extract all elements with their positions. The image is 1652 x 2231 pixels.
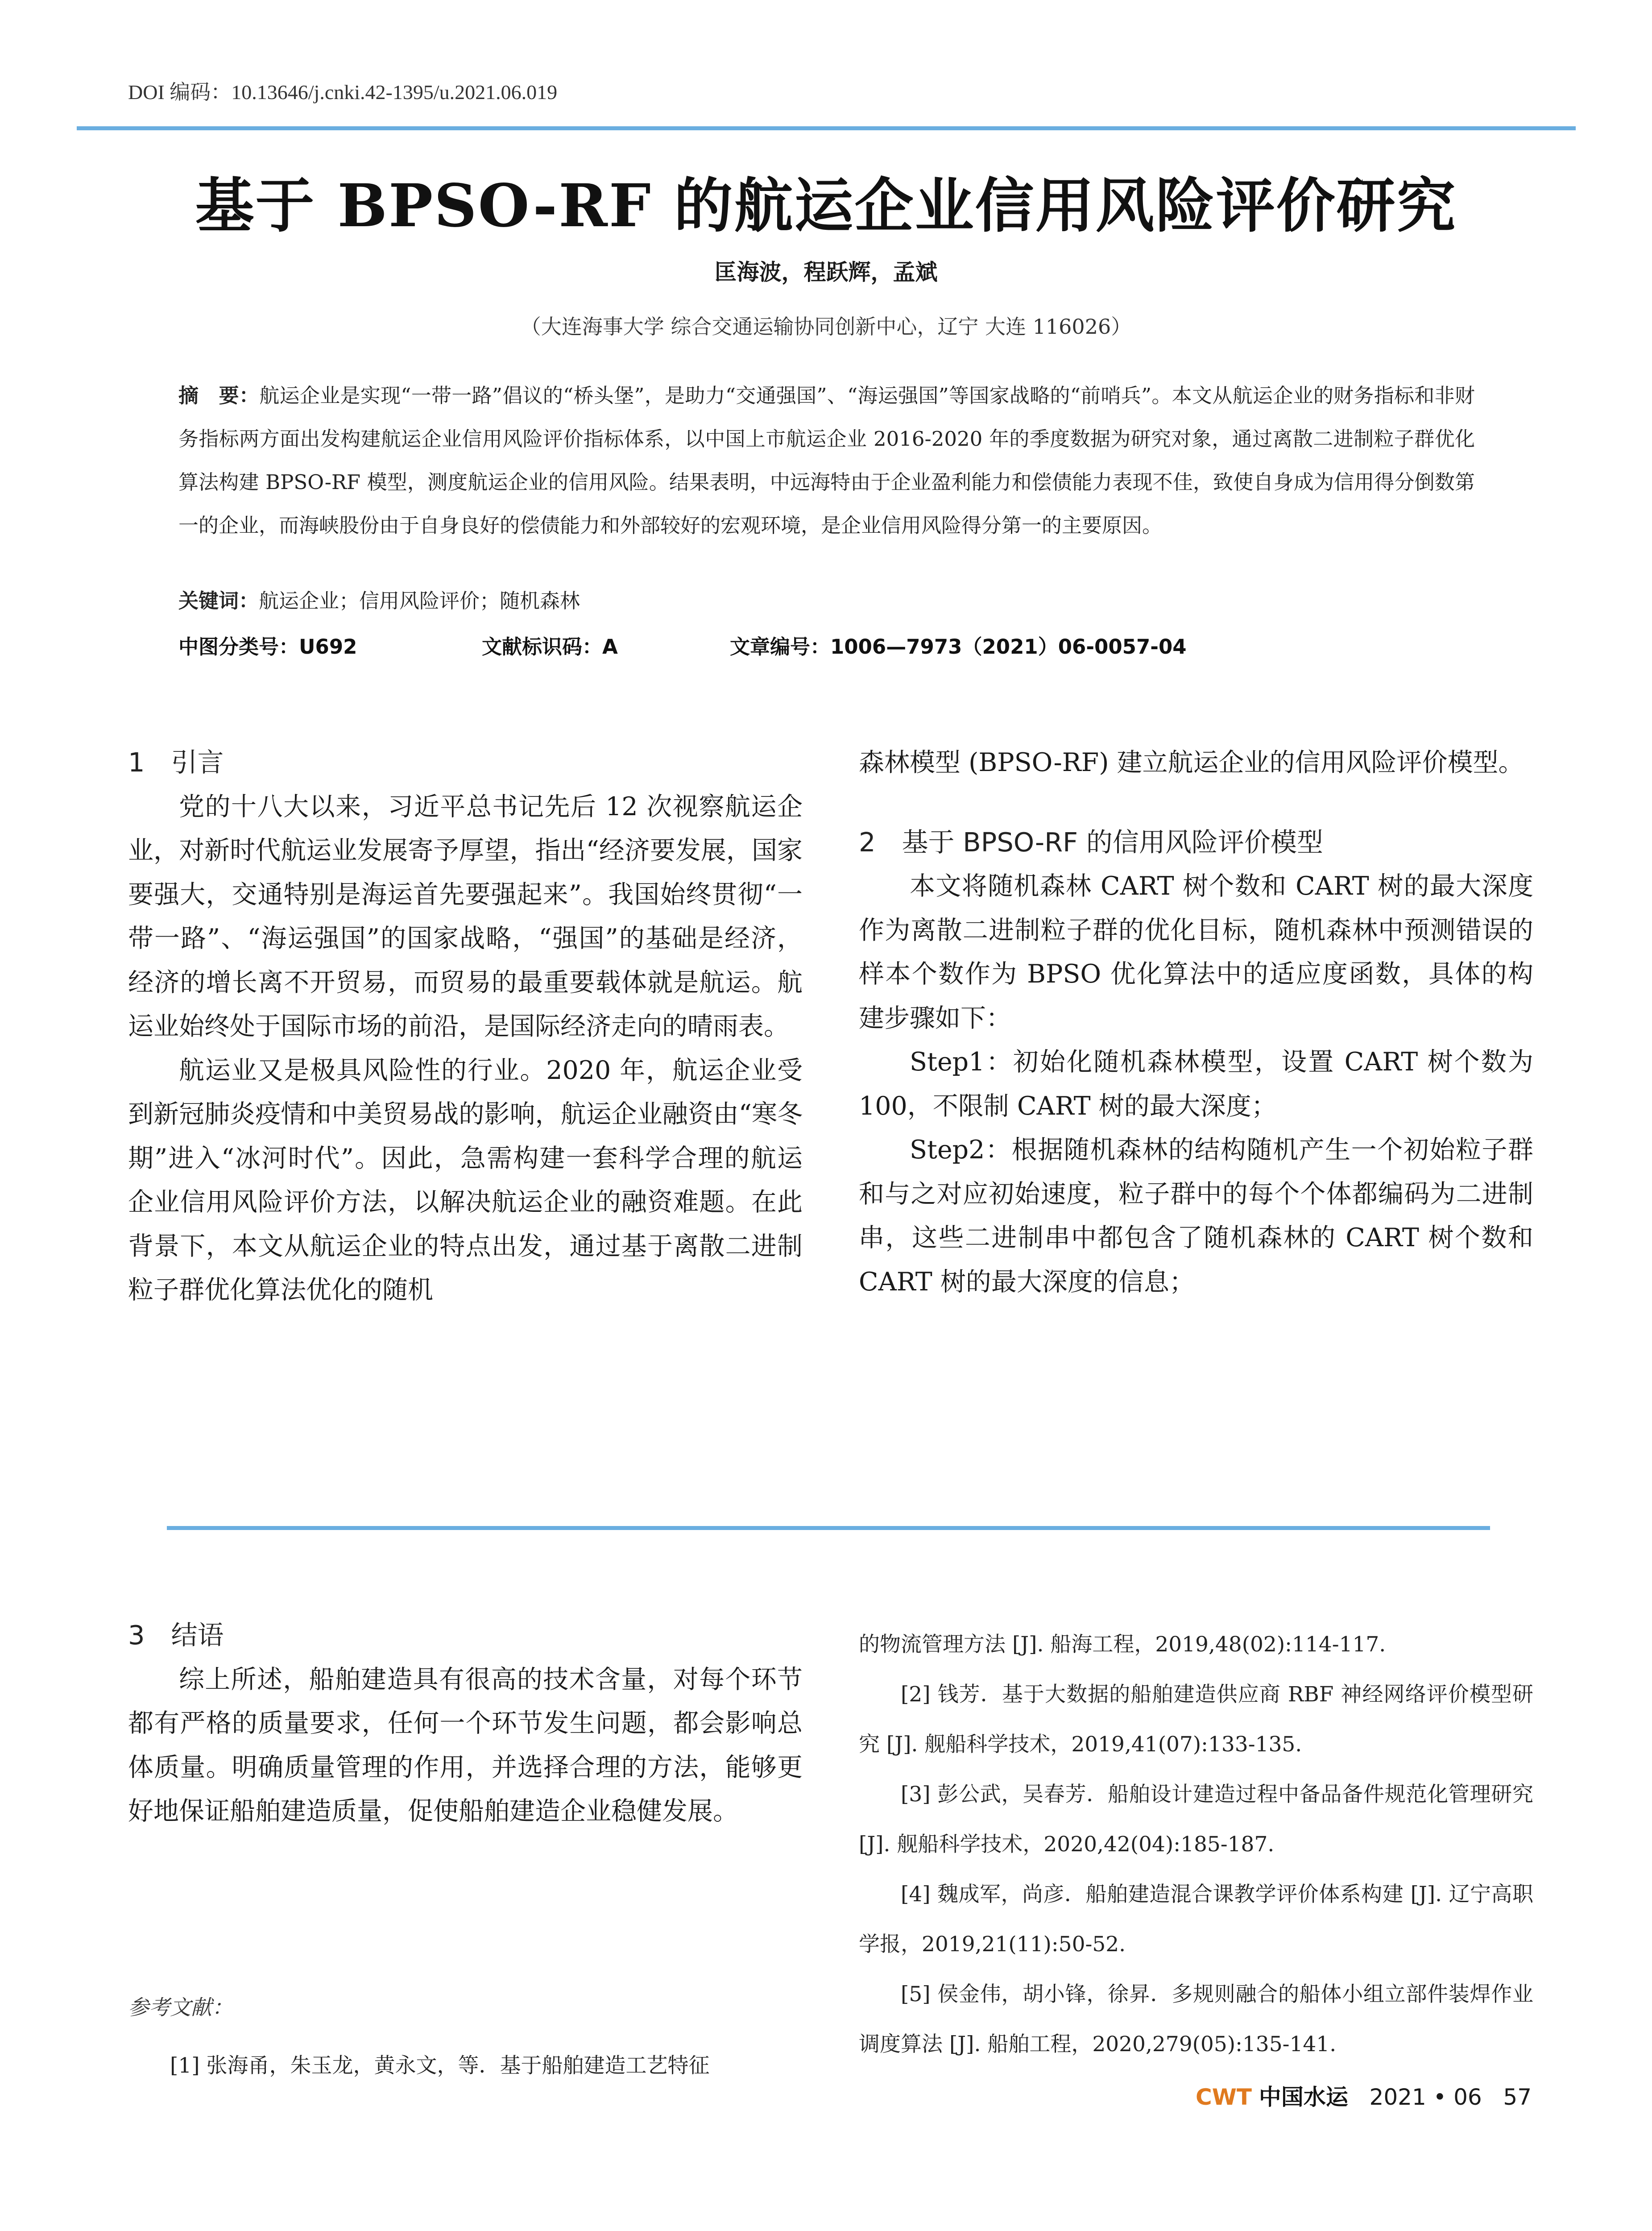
article-title: 基于 BPSO-RF 的航运企业信用风险评价研究 (195, 171, 1457, 241)
abstract-label: 摘 要： (178, 384, 260, 407)
section-divider (167, 1526, 1490, 1530)
article-affiliation: （大连海事大学 综合交通运输协同创新中心，辽宁 大连 116026） (520, 315, 1132, 339)
section-1-paragraph-2: 航运业又是极具风险性的行业。2020 年，航运企业受到新冠肺炎疫情和中美贸易战的影响，航运企业融资由“寒冬期”进入“冰河时代”。因此，急需构建一套科学合理的航运企业信用风险评价方法，以解决航运企业的融资难题。在此背景下，本文从航运企业的特点出发，通过基于离散二进制粒子群优化算法优化的随机 (128, 1055, 803, 1305)
journal-name: 中国水运 (1259, 2084, 1348, 2110)
article-authors: 匡海波，程跃辉，孟斌 (714, 259, 938, 285)
journal-brand-logo: CWT (1196, 2084, 1252, 2110)
section-2-paragraph-1: 本文将随机森林 CART 树个数和 CART 树的最大深度作为离散二进制粒子群的优化目标，随机森林中预测错误的样本个数作为 BPSO 优化算法中的适应度函数，具体的构建步骤如下： (859, 871, 1533, 1033)
clc-number: 中图分类号：U692 (178, 635, 357, 659)
header-rule (77, 126, 1576, 130)
abstract-block (178, 374, 1475, 547)
right-column-upper (859, 741, 1533, 1304)
section-3-paragraph-1: 综上所述，船舶建造具有很高的技术含量，对每个环节都有严格的质量要求，任何一个环节发生问题，都会影响总体质量。明确质量管理的作用，并选择合理的方法，能够更好地保证船舶建造质量，促使船舶建造企业稳健发展。 (128, 1664, 803, 1826)
reference-1-continuation: 的物流管理方法 [J]. 船海工程，2019,48(02):114-117. (859, 1632, 1386, 1657)
section-2-heading: 2 基于 BPSO-RF 的信用风险评价模型 (859, 826, 1323, 858)
keywords-text: 航运企业；信用风险评价；随机森林 (259, 589, 580, 613)
page-footer (1196, 2079, 1553, 2111)
section-2-step-1: Step1：初始化随机森林模型，设置 CART 树个数为 100，不限制 CART 树的最大深度； (859, 1047, 1533, 1121)
section-2-step-2: Step2：根据随机森林的结构随机产生一个初始粒子群和与之对应初始速度，粒子群中的每个个体都编码为二进制串，这些二进制串中都包含了随机森林的 CART 树个数和 CART 树的最大深度的信息； (859, 1135, 1533, 1297)
reference-5: [5] 侯金伟，胡小锋，徐昇．多规则融合的船体小组立部件装焊作业调度算法 [J]. 船舶工程，2020,279(05):135-141. (859, 1982, 1533, 2057)
page-number: 57 (1503, 2084, 1532, 2110)
abstract-text: 航运企业是实现“一带一路”倡议的“桥头堡”，是助力“交通强国”、“海运强国”等国家战略的“前哨兵”。本文从航运企业的财务指标和非财务指标两方面出发构建航运企业信用风险评价指标体系，以中国上市航运企业 2016-2020 年的季度数据为研究对象，通过离散二进制粒子群优化算法构建 BPSO-RF 模型，测度航运企业的信用风险。结果表明，中远海特由于企业盈利能力和偿债能力表现不佳，致使自身成为信用得分倒数第一的企业，而海峡股份由于自身良好的偿债能力和外部较好的宏观环境，是企业信用风险得分第一的主要原因。 (178, 384, 1475, 537)
keywords-block (178, 585, 580, 614)
article-number: 文章编号：1006—7973（2021）06-0057-04 (730, 635, 1187, 659)
left-column-lower (128, 1613, 803, 1833)
section-3-heading: 3 结语 (128, 1620, 224, 1650)
left-column-upper (128, 741, 803, 1312)
reference-1: [1] 张海甬，朱玉龙，黄永文，等．基于船舶建造工艺特征 (170, 2053, 710, 2078)
journal-issue: 2021 • 06 (1369, 2084, 1482, 2110)
references-title: 参考文献： (128, 1995, 233, 2020)
reference-2: [2] 钱芳．基于大数据的船舶建造供应商 RBF 神经网络评价模型研究 [J]. 舰船科学技术，2019,41(07):133-135. (859, 1682, 1533, 1757)
reference-list-right (859, 1620, 1533, 2069)
section-1-continuation: 森林模型 (BPSO-RF) 建立航运企业的信用风险评价模型。 (859, 748, 1524, 777)
section-1-paragraph-1: 党的十八大以来，习近平总书记先后 12 次视察航运企业，对新时代航运业发展寄予厚望，指出“经济要发展，国家要强大，交通特别是海运首先要强起来”。我国始终贯彻“一带一路”、“海运强国”的国家战略，“强国”的基础是经济，经济的增长离不开贸易，而贸易的最重要载体就是航运。航运业始终处于国际市场的前沿，是国际经济走向的晴雨表。 (128, 792, 803, 1041)
section-1-heading: 1 引言 (128, 747, 224, 778)
keywords-label: 关键词： (178, 589, 259, 613)
reference-3: [3] 彭公武，吴春芳．船舶设计建造过程中备品备件规范化管理研究 [J]. 舰船科学技术，2020,42(04):185-187. (859, 1782, 1533, 1857)
document-code: 文献标识码：A (482, 635, 618, 659)
reference-4: [4] 魏成军，尚彦．船舶建造混合课教学评价体系构建 [J]. 辽宁高职学报，2019,21(11):50-52. (859, 1882, 1533, 1957)
reference-list-left (128, 2041, 803, 2091)
doi-line: DOI 编码：10.13646/j.cnki.42-1395/u.2021.06.019 (128, 81, 558, 104)
